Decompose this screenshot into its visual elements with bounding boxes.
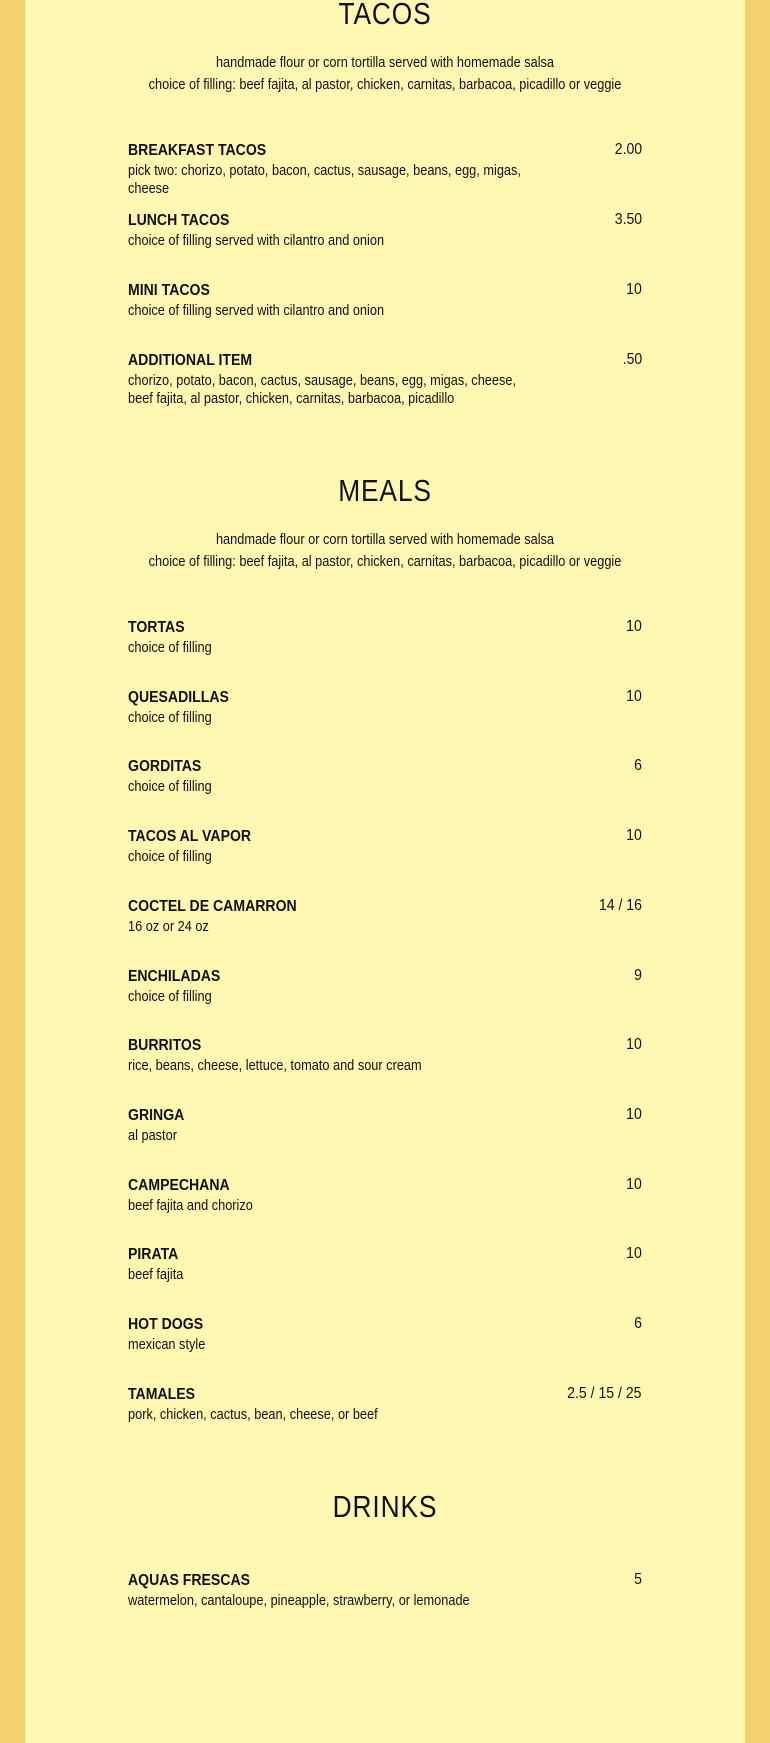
item-description: choice of filling	[128, 849, 212, 865]
tacos-intro-line-1: handmade flour or corn tortilla served with homemade salsa	[215, 54, 555, 71]
item-name: ENCHILADAS	[128, 968, 221, 985]
meals-intro	[79, 529, 691, 573]
item-name: CAMPECHANA	[128, 1177, 230, 1194]
item-description: beef fajita and chorizo	[128, 1198, 253, 1214]
item-name: AQUAS FRESCAS	[128, 1572, 251, 1589]
item-price: 6	[634, 1315, 642, 1332]
item-name: BREAKFAST TACOS	[128, 142, 267, 159]
item-description: watermelon, cantaloupe, pineapple, strawberry, or lemonade	[128, 1593, 470, 1609]
item-name: MINI TACOS	[128, 282, 210, 299]
item-price: 9	[634, 967, 642, 984]
item-description: choice of filling served with cilantro and onion	[128, 233, 385, 249]
item-price: 2.00	[614, 141, 642, 158]
item-price: 10	[626, 688, 642, 705]
item-description: choice of filling	[128, 710, 212, 726]
meals-intro-line-2: choice of filling: beef fajita, al pastor, chicken, carnitas, barbacoa, picadillo or veggie	[148, 553, 622, 570]
tacos-intro-line-2: choice of filling: beef fajita, al pastor, chicken, carnitas, barbacoa, picadillo or veggie	[148, 76, 622, 93]
item-price: 10	[626, 1106, 642, 1123]
item-name: GRINGA	[128, 1107, 185, 1124]
item-description: al pastor	[128, 1128, 177, 1144]
item-description: choice of filling	[128, 989, 212, 1005]
item-name: PIRATA	[128, 1246, 179, 1263]
item-name: HOT DOGS	[128, 1316, 204, 1333]
item-description: choice of filling	[128, 640, 212, 656]
item-name: QUESADILLAS	[128, 689, 229, 706]
item-description: beef fajita	[128, 1267, 184, 1283]
item-price: 10	[626, 1036, 642, 1053]
item-price: 10	[626, 281, 642, 298]
item-name: TACOS AL VAPOR	[128, 828, 252, 845]
item-price: 6	[634, 757, 642, 774]
item-description: chorizo, potato, bacon, cactus, sausage, beans, egg, migas, cheese, beef fajita, al pastor, chicken, carnitas, barbacoa, picadillo	[128, 373, 517, 407]
item-price: 10	[626, 1245, 642, 1262]
item-price: 5	[634, 1571, 642, 1588]
item-name: TORTAS	[128, 619, 185, 636]
item-price: .50	[622, 351, 642, 368]
meals-section-title: MEALS	[338, 473, 432, 508]
item-name: GORDITAS	[128, 758, 202, 775]
item-name: COCTEL DE CAMARRON	[128, 898, 297, 915]
item-name: TAMALES	[128, 1386, 196, 1403]
menu-panel	[25, 0, 745, 1743]
item-description: rice, beans, cheese, lettuce, tomato and sour cream	[128, 1058, 422, 1074]
meals-intro-line-1: handmade flour or corn tortilla served with homemade salsa	[215, 531, 555, 548]
item-description: choice of filling	[128, 779, 212, 795]
tacos-intro	[79, 52, 691, 96]
item-description: 16 oz or 24 oz	[128, 919, 209, 935]
item-price: 10	[626, 1176, 642, 1193]
drinks-section-title: DRINKS	[332, 1489, 438, 1524]
tacos-section-title: TACOS	[338, 0, 432, 31]
item-name: LUNCH TACOS	[128, 212, 230, 229]
item-price: 3.50	[614, 211, 642, 228]
item-name: ADDITIONAL ITEM	[128, 352, 253, 369]
item-price: 10	[626, 618, 642, 635]
item-name: BURRITOS	[128, 1037, 202, 1054]
item-description: pick two: chorizo, potato, bacon, cactus, sausage, beans, egg, migas, cheese	[128, 163, 521, 197]
item-price: 2.5 / 15 / 25	[567, 1385, 642, 1402]
item-price: 10	[626, 827, 642, 844]
item-price: 14 / 16	[598, 897, 642, 914]
item-description: choice of filling served with cilantro and onion	[128, 303, 385, 319]
item-description: pork, chicken, cactus, bean, cheese, or beef	[128, 1407, 378, 1423]
item-description: mexican style	[128, 1337, 206, 1353]
